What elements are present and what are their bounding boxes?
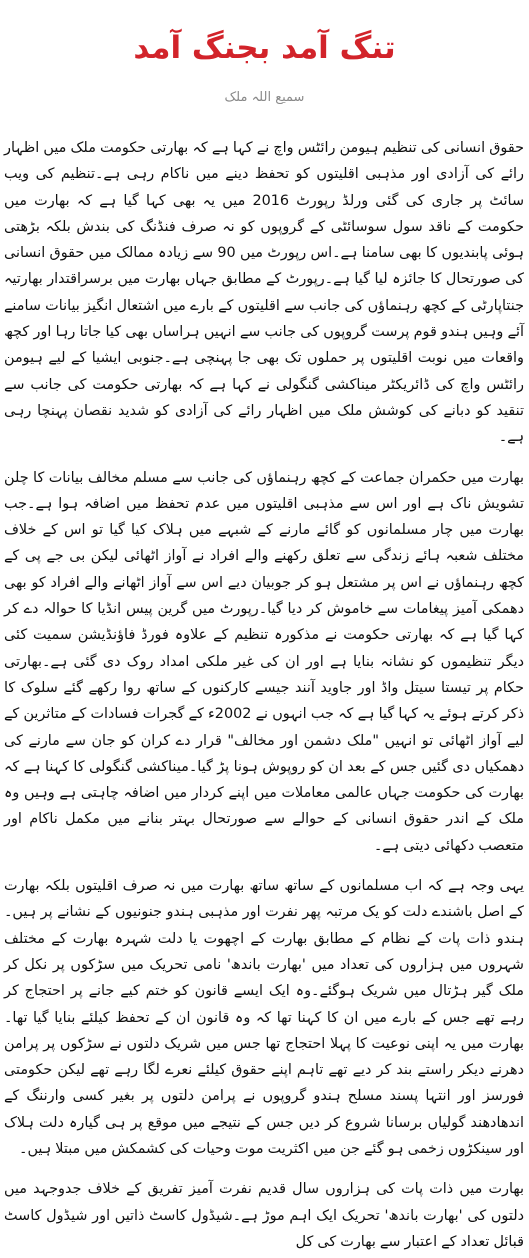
paragraph: بھارت میں حکمران جماعت کے کچھ رہنماؤں کی جانب سے مسلم مخالف بیانات کا چلن تشویش ناک ہے اور اس سے مذہبی اقلیتوں میں عدم تحفظ میں اضافہ ہوا ہے۔جب بھارت میں چار مسلمانوں کو گائے مارنے کے شبہے میں ہلاک کیا گیا تو اس کے خلاف مختلف شعبہ ہائے زندگی سے تعلق رکھنے والے افراد نے آواز اٹھائی لیکن بی جے پی کے کچھ رہنماؤں نے اس پر مشتعل ہو کر جوبیان دیے اس سے آواز اٹھانے والے افراد کو بھی دھمکی آمیز پیغامات سے خاموش کر دیا گیا۔رپورٹ میں گرین پیس انڈیا کا حوالہ دے کر کہا گیا ہے کہ بھارتی حکومت نے مذکورہ تنظیم کے علاوہ فورڈ فاؤنڈیشن سمیت کئی دیگر تنظیموں کو نشانہ بنایا ہے اور ان کی غیر ملکی امداد روک دی گئی ہے۔بھارتی حکام پر تیستا سیتل واڈ اور جاوید آنند جیسے کارکنوں کے ساتھ روا رکھے گئے سلوک کا ذکر کرتے ہوئے یہ کہا گیا ہے کہ جب انہوں نے 2002ء کے گجرات فسادات کے متاثرین کے لیے آواز اٹھائی تو انہیں "ملک دشمن اور مخالف" قرار دے کران کو جان سے مارنے کی دھمکیاں دی گئیں جس کے بعد ان کو روپوش ہونا پڑ گیا۔میناکشی گنگولی کا کہنا ہے کہ بھارت کی حکومت جہاں عالمی معاملات میں اپنے کردار میں اضافہ چاہتی ہے وہیں وہ ملک کے اندر حقوق انسانی کے حوالے سے صورتحال بہتر بنانے میں مکمل ناکام اور متعصب دکھائی دیتی ہے۔ <box>4 469 524 854</box>
paragraph: بھارت میں ذات پات کی ہزاروں سال قدیم نفرت آمیز تفریق کے خلاف جدوجہد میں دلتوں کی 'بھارت باندھ' تحریک ایک اہم موڑ ہے۔شیڈول کاسٹ ذاتیں اور شیڈول کاسٹ قبائل تعداد کے اعتبار سے بھارت کی کل <box>4 1181 524 1250</box>
paragraph: حقوق انسانی کی تنظیم ہیومن رائٹس واچ نے کہا ہے کہ بھارتی حکومت ملک میں اظہار رائے کی آزادی اور مذہبی اقلیتوں کو تحفظ دینے میں ناکام رہی ہے۔تنظیم کی ویب سائٹ پر جاری کی گئی ورلڈ رپورٹ 2016 میں یہ بھی کہا گیا ہے کہ بھارت میں حکومت کے ناقد سول سوسائٹی کے گروپوں کو نہ صرف فنڈنگ کی بندش بلکہ بڑھتی ہوئی پابندیوں کا بھی سامنا ہے۔اس رپورٹ میں 90 سے زیادہ ممالک میں حقوق انسانی کی صورتحال کا جائزہ لیا گیا ہے۔رپورٹ کے مطابق جہاں بھارت میں برسراقتدار بھارتیہ جنتاپارٹی کے کچھ رہنماؤں کی جانب سے اقلیتوں کے بارے میں اشتعال انگیز بیانات سامنے آئے وہیں ہندو قوم پرست گروپوں کی جانب سے انہیں ہراساں بھی کیا جاتا رہا اور کچھ واقعات میں نوبت اقلیتوں پر حملوں تک بھی جا پہنچی ہے۔جنوبی ایشیا کے لیے ہیومن رائٹس واچ کی ڈائریکٹر میناکشی گنگولی نے کہا ہے کہ بھارتی حکومت کی جانب سے تنقید کو دبانے کی کوشش ملک میں اظہار رائے کی آزادی کو شدید نقصان پہنچا رہی ہے۔ <box>4 140 525 446</box>
article-body <box>4 135 524 1258</box>
article-title: تنگ آمد بجنگ آمد <box>133 30 396 66</box>
paragraph: یہی وجہ ہے کہ اب مسلمانوں کے ساتھ ساتھ بھارت میں نہ صرف اقلیتوں بلکہ بھارت کے اصل باشندے دلت کو یک مرتبہ پھر نفرت اور مذہبی ہندو جنونیوں کے نشانے پر ہیں۔ہندو ذات پات کے نظام کے مطابق بھارت کے اچھوت یا دلت شہرہ بھارت کے مختلف شہروں میں ہزاروں کی تعداد میں 'بھارت باندھ' نامی تحریک میں سڑکوں پر نکل کر ملک گیر ہڑتال میں شریک ہوگئے۔وہ ایک ایسے قانون کو ختم کیے جانے پر احتجاج کر رہے تھے جس کے بارے میں ان کا کہنا تھا کہ وہ قانون ان کے تحفظ کیلئے بنایا گیا تھا۔بھارت میں یہ اپنی نوعیت کا پہلا احتجاج تھا جس میں شریک دلتوں نے سڑکوں پر پرامن دھرنے دیکر راستے بند کر دیے تھے تاہم اپنے حقوق کیلئے نعرے لگا رہے تھے لیکن حکومتی فورسز اور انتہا پسند مسلح ہندو گروپوں نے پرامن دلتوں پر بغیر کسی وارننگ کے اندھادھند گولیاں برسانا شروع کر دیں جس کے نتیجے میں موقع پر ہی گیارہ دلت ہلاک اور سینکڑوں زخمی ہو گئے جن میں اکثریت موت وحیات کی کشمکش میں مبتلا ہیں۔ <box>4 878 524 1157</box>
author-byline: سمیع اللہ ملک <box>224 90 305 105</box>
